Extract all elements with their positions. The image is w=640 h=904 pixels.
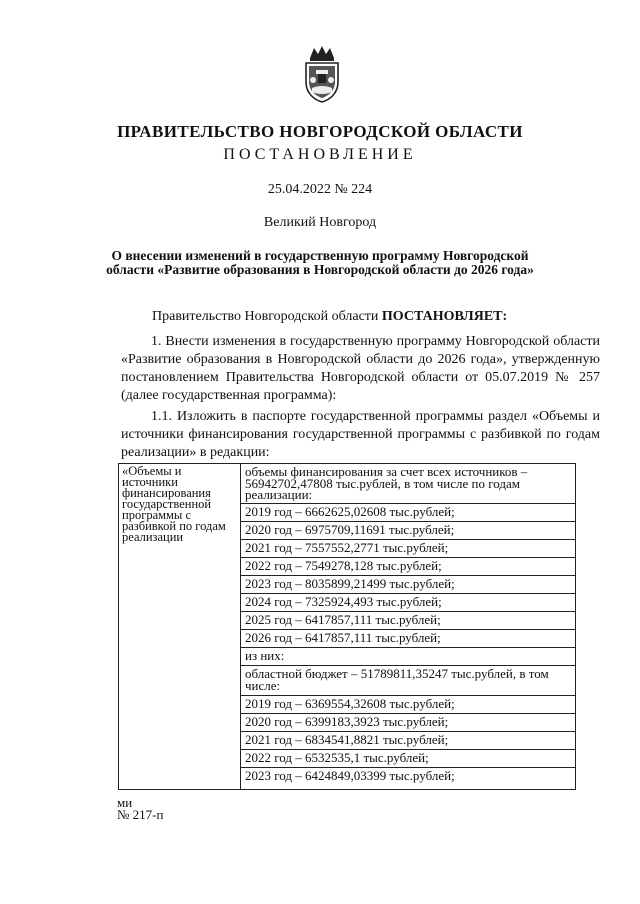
city: Великий Новгород (263, 215, 377, 230)
intro-decree-word: ПОСТАНОВЛЯЕТ: (381, 309, 508, 324)
paragraph-1-1 (121, 408, 600, 462)
table-row: 2022 год – 7549278,128 тыс.рублей; (241, 558, 575, 576)
document-type: ПОСТАНОВЛЕНИЕ (223, 146, 417, 163)
table-row: из них: (241, 648, 575, 666)
date-number: 25.04.2022 № 224 (267, 182, 373, 197)
funding-table (118, 463, 576, 790)
table-row: 2026 год – 6417857,111 тыс.рублей; (241, 630, 575, 648)
table-row: 2021 год – 6834541,8821 тыс.рублей; (241, 732, 575, 750)
footer-initials: ми (117, 795, 133, 810)
table-row: 2021 год – 7557552,2771 тыс.рублей; (241, 540, 575, 558)
document-subject (100, 249, 540, 277)
intro-line (152, 309, 507, 325)
government-title: ПРАВИТЕЛЬСТВО НОВГОРОДСКОЙ ОБЛАСТИ (117, 122, 523, 141)
novgorod-coat-of-arms-icon (300, 44, 344, 104)
table-row: 2019 год – 6369554,32608 тыс.рублей; (241, 696, 575, 714)
table-row: 2020 год – 6399183,3923 тыс.рублей; (241, 714, 575, 732)
table-row: объемы финансирования за счет всех источников – 56942702,47808 тыс.рублей, в том числе по годам реализации: (241, 464, 575, 504)
paragraph-1 (121, 333, 600, 405)
table-row: 2023 год – 6424849,03399 тыс.рублей; (245, 768, 455, 783)
funding-table-left-cell: «Объемы и источники финансирования государственной программы с разбивкой по годам реализации (119, 464, 241, 789)
table-row: 2023 год – 8035899,21499 тыс.рублей; (241, 576, 575, 594)
footer-reference (117, 797, 163, 821)
table-row: 2025 год – 6417857,111 тыс.рублей; (241, 612, 575, 630)
table-row: 2024 год – 7325924,493 тыс.рублей; (241, 594, 575, 612)
table-row: 2022 год – 6532535,1 тыс.рублей; (241, 750, 575, 768)
footer-number: № 217-п (117, 807, 164, 822)
subject-line-2: области «Развитие образования в Новгородской области до 2026 года» (106, 262, 534, 277)
intro-text: Правительство Новгородской области (152, 309, 382, 324)
subject-line-1: О внесении изменений в государственную программу Новгородской (111, 248, 529, 263)
funding-table-right-column (241, 464, 575, 789)
paragraph-1-1-text: 1.1. Изложить в паспорте государственной программы раздел «Объемы и источники финансирования государственной программы с разбивкой по годам реализации» в редакции: (121, 409, 600, 460)
table-row: 2020 год – 6975709,11691 тыс.рублей; (241, 522, 575, 540)
table-row: областной бюджет – 51789811,35247 тыс.рублей, в том числе: (241, 666, 575, 696)
table-row: 2019 год – 6662625,02608 тыс.рублей; (241, 504, 575, 522)
paragraph-1-text: 1. Внести изменения в государственную программу Новгородской области «Развитие образования в Новгородской области до 2026 года», утвержденную постановлением Правительства Новгородской области от 05.07.2019 № 257 (далее государственная программа): (121, 334, 600, 403)
